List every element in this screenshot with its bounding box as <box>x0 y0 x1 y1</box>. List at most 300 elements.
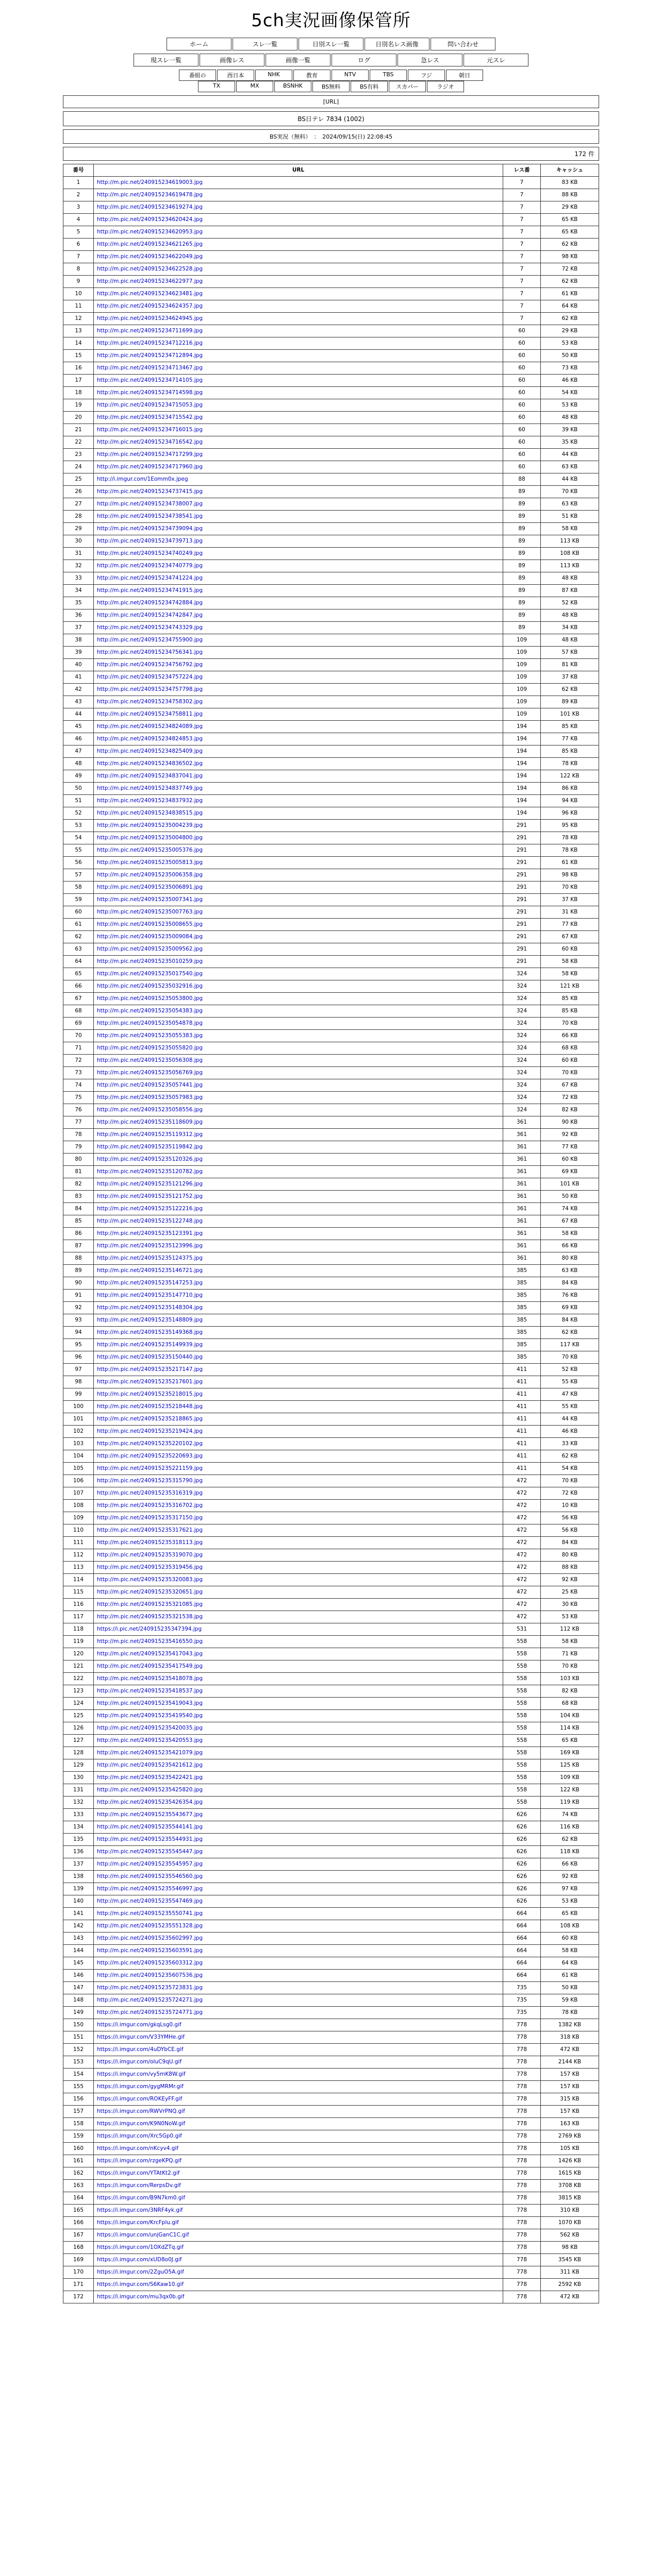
image-link[interactable]: http://m.pic.net/240915235419043.jpg <box>97 1700 203 1706</box>
image-link[interactable]: http://m.pic.net/240915235008655.jpg <box>97 921 203 927</box>
image-link[interactable]: http://m.pic.net/240915235121296.jpg <box>97 1181 203 1187</box>
image-link[interactable]: http://m.pic.net/240915235007763.jpg <box>97 909 203 915</box>
image-link[interactable]: http://m.pic.net/240915235007341.jpg <box>97 896 203 903</box>
image-link[interactable]: http://m.pic.net/240915235010259.jpg <box>97 958 203 964</box>
row-url-cell <box>94 2205 503 2217</box>
row-cache-size: 109 KB <box>541 1772 599 1784</box>
image-link[interactable]: http://m.pic.net/240915235220102.jpg <box>97 1440 203 1447</box>
nav-link-2[interactable]: 日別スレ一覧 <box>299 38 363 50</box>
image-link[interactable]: https://i.imgur.com/2ZguO5A.gif <box>97 2269 184 2275</box>
image-link[interactable]: http://m.pic.net/240915234713467.jpg <box>97 365 203 371</box>
row-res-number: 558 <box>503 1636 541 1648</box>
image-link[interactable]: http://m.pic.net/240915235004239.jpg <box>97 822 203 828</box>
image-link[interactable]: http://m.pic.net/240915235416550.jpg <box>97 1638 203 1645</box>
image-link[interactable]: http://m.pic.net/240915235316319.jpg <box>97 1490 203 1496</box>
image-link[interactable]: http://m.pic.net/240915235603591.jpg <box>97 1947 203 1954</box>
row-number: 157 <box>63 2106 94 2118</box>
row-cache-size: 56 KB <box>541 1524 599 1537</box>
image-link[interactable]: https://i.imgur.com/unjGanC1C.gif <box>97 2232 189 2238</box>
row-res-number: 324 <box>503 980 541 993</box>
table-row <box>63 585 599 597</box>
image-link[interactable]: http://m.pic.net/240915235545447.jpg <box>97 1849 203 1855</box>
row-res-number: 664 <box>503 1957 541 1970</box>
image-link[interactable]: http://m.pic.net/240915234758811.jpg <box>97 711 203 717</box>
row-url-cell <box>94 201 503 214</box>
image-link[interactable]: http://m.pic.net/240915234624945.jpg <box>97 315 203 321</box>
image-link[interactable]: https://i.pic.net/240915235347394.jpg <box>97 1626 202 1632</box>
image-link[interactable]: http://m.pic.net/240915235056769.jpg <box>97 1070 203 1076</box>
row-cache-size: 1426 KB <box>541 2155 599 2167</box>
row-url-cell <box>94 1759 503 1772</box>
image-link[interactable]: http://m.pic.net/240915234712894.jpg <box>97 352 203 359</box>
row-cache-size: 10 KB <box>541 1500 599 1512</box>
channel2-link-5[interactable]: スカパー <box>389 81 426 92</box>
row-res-number: 109 <box>503 634 541 647</box>
image-link[interactable]: https://i.imgur.com/gkqLsg0.gif <box>97 2022 181 2028</box>
image-link[interactable]: http://m.pic.net/240915234717299.jpg <box>97 451 203 457</box>
image-link[interactable]: http://m.pic.net/240915235006891.jpg <box>97 884 203 890</box>
row-number: 105 <box>63 1463 94 1475</box>
subnav-link-0[interactable]: 現スレ一覧 <box>134 54 198 66</box>
row-cache-size: 65 KB <box>541 226 599 239</box>
row-cache-size: 53 KB <box>541 1611 599 1623</box>
row-res-number: 626 <box>503 1834 541 1846</box>
table-row <box>63 2205 599 2217</box>
row-cache-size: 72 KB <box>541 1092 599 1104</box>
row-res-number: 778 <box>503 2266 541 2279</box>
image-link[interactable]: http://m.pic.net/240915234622977.jpg <box>97 278 203 284</box>
table-row <box>63 1067 599 1079</box>
image-link[interactable]: http://m.pic.net/240915234755900.jpg <box>97 637 203 643</box>
row-cache-size: 58 KB <box>541 1636 599 1648</box>
image-link[interactable]: http://m.pic.net/240915235147710.jpg <box>97 1292 203 1298</box>
subnav-link-1[interactable]: 画像レス <box>200 54 264 66</box>
channel2-link-1[interactable]: MX <box>236 81 273 92</box>
image-link[interactable]: http://m.pic.net/240915235422421.jpg <box>97 1774 203 1781</box>
image-link[interactable]: http://m.pic.net/240915234739713.jpg <box>97 538 203 544</box>
image-link[interactable]: http://m.pic.net/240915235004800.jpg <box>97 835 203 841</box>
image-link[interactable]: http://m.pic.net/240915234742884.jpg <box>97 600 203 606</box>
image-link[interactable]: https://i.imgur.com/vy5mK8W.gif <box>97 2071 186 2077</box>
row-res-number: 778 <box>503 2229 541 2242</box>
table-row <box>63 857 599 869</box>
row-res-number: 664 <box>503 1945 541 1957</box>
table-row <box>63 1920 599 1933</box>
image-link[interactable]: https://i.imgur.com/K9N0NoW.gif <box>97 2121 186 2127</box>
row-url-cell <box>94 1252 503 1265</box>
image-link[interactable]: http://m.pic.net/240915235316702.jpg <box>97 1502 203 1509</box>
row-res-number: 558 <box>503 1648 541 1660</box>
image-link[interactable]: http://m.pic.net/240915234620953.jpg <box>97 229 203 235</box>
table-row <box>63 1982 599 1994</box>
image-link[interactable]: https://i.imgur.com/ROKEyFF.gif <box>97 2096 183 2102</box>
image-link[interactable]: http://m.pic.net/240915235724271.jpg <box>97 1997 203 2003</box>
subnav-link-2[interactable]: 画像一覧 <box>266 54 330 66</box>
row-res-number: 60 <box>503 375 541 387</box>
image-link[interactable]: http://m.pic.net/240915235119312.jpg <box>97 1131 203 1138</box>
image-link[interactable]: https://i.imgur.com/1OXdZTq.gif <box>97 2244 184 2250</box>
image-link[interactable]: http://m.pic.net/240915235218448.jpg <box>97 1403 203 1410</box>
url-label[interactable]: [URL] <box>63 95 599 108</box>
nav-link-1[interactable]: スレ一覧 <box>233 38 297 50</box>
image-link[interactable]: http://m.pic.net/240915235055383.jpg <box>97 1032 203 1039</box>
row-res-number: 411 <box>503 1450 541 1463</box>
image-link[interactable]: https://i.imgur.com/oIuC9qU.gif <box>97 2059 182 2065</box>
nav-link-0[interactable]: ホーム <box>167 38 231 50</box>
row-url-cell <box>94 239 503 251</box>
row-res-number: 558 <box>503 1710 541 1722</box>
table-row <box>63 783 599 795</box>
channel-link-3[interactable]: 教育 <box>293 70 330 81</box>
image-link[interactable]: https://i.imgur.com/RerpsDv.gif <box>97 2182 181 2189</box>
image-link[interactable]: http://m.pic.net/240915234619274.jpg <box>97 204 203 210</box>
image-link[interactable]: http://m.pic.net/240915235009562.jpg <box>97 946 203 952</box>
row-cache-size: 90 KB <box>541 1116 599 1129</box>
subnav-link-5[interactable]: 元スレ <box>464 54 528 66</box>
image-link[interactable]: http://m.pic.net/240915235219424.jpg <box>97 1428 203 1434</box>
channel-link-4[interactable]: NTV <box>332 70 369 81</box>
table-row <box>63 1524 599 1537</box>
subnav-link-4[interactable]: 急レス <box>398 54 462 66</box>
image-link[interactable]: http://m.pic.net/240915235546560.jpg <box>97 1873 203 1879</box>
image-link[interactable]: https://i.imgur.com/nKcyv4.gif <box>97 2145 179 2151</box>
row-number: 46 <box>63 733 94 745</box>
row-url-cell <box>94 1871 503 1883</box>
image-link[interactable]: http://m.pic.net/240915235009084.jpg <box>97 934 203 940</box>
image-link[interactable]: http://m.pic.net/240915235120782.jpg <box>97 1168 203 1175</box>
row-cache-size: 52 KB <box>541 597 599 609</box>
image-link[interactable]: http://m.pic.net/240915234743329.jpg <box>97 624 203 631</box>
row-url-cell <box>94 770 503 783</box>
row-url-cell <box>94 1141 503 1154</box>
image-link[interactable]: http://m.pic.net/240915235421079.jpg <box>97 1750 203 1756</box>
image-link[interactable]: http://m.pic.net/240915234714105.jpg <box>97 377 203 383</box>
image-link[interactable]: http://m.pic.net/240915235148304.jpg <box>97 1304 203 1311</box>
image-link[interactable]: http://m.pic.net/240915234837932.jpg <box>97 798 203 804</box>
image-link[interactable]: http://m.pic.net/240915234715542.jpg <box>97 414 203 420</box>
image-link[interactable]: http://m.pic.net/240915235149368.jpg <box>97 1329 203 1335</box>
channel-link-7[interactable]: 朝日 <box>446 70 483 81</box>
image-link[interactable]: http://m.pic.net/240915234757798.jpg <box>97 686 203 692</box>
table-row <box>63 2167 599 2180</box>
row-res-number: 411 <box>503 1401 541 1413</box>
table-row <box>63 375 599 387</box>
image-link[interactable]: http://m.pic.net/240915234716542.jpg <box>97 439 203 445</box>
row-number: 86 <box>63 1228 94 1240</box>
image-link[interactable]: http://m.pic.net/240915235603312.jpg <box>97 1960 203 1966</box>
row-number: 136 <box>63 1846 94 1858</box>
row-url-cell <box>94 609 503 622</box>
row-number: 6 <box>63 239 94 251</box>
row-res-number: 60 <box>503 461 541 473</box>
row-number: 96 <box>63 1351 94 1364</box>
row-url-cell <box>94 2229 503 2242</box>
image-link[interactable]: http://m.pic.net/240915234623481.jpg <box>97 291 203 297</box>
image-link[interactable]: http://m.pic.net/240915235417549.jpg <box>97 1663 203 1669</box>
row-number: 51 <box>63 795 94 807</box>
image-link[interactable]: http://m.pic.net/240915235055820.jpg <box>97 1045 203 1051</box>
channel-link-5[interactable]: TBS <box>370 70 407 81</box>
image-link[interactable]: http://m.pic.net/240915235121752.jpg <box>97 1193 203 1199</box>
image-link[interactable]: http://m.pic.net/240915235320651.jpg <box>97 1589 203 1595</box>
image-link[interactable]: http://m.pic.net/240915235057983.jpg <box>97 1094 203 1100</box>
image-link[interactable]: http://m.pic.net/240915234620424.jpg <box>97 216 203 223</box>
image-link[interactable]: http://m.pic.net/240915235150440.jpg <box>97 1354 203 1360</box>
row-res-number: 385 <box>503 1290 541 1302</box>
image-link[interactable]: http://m.pic.net/240915234741915.jpg <box>97 587 203 594</box>
image-link[interactable]: http://m.pic.net/240915235056308.jpg <box>97 1057 203 1063</box>
image-link[interactable]: http://m.pic.net/240915234824853.jpg <box>97 736 203 742</box>
image-link[interactable]: https://i.imgur.com/B9N7km0.gif <box>97 2195 186 2201</box>
image-link[interactable]: http://m.pic.net/240915235319456.jpg <box>97 1564 203 1570</box>
image-link[interactable]: http://m.pic.net/240915235218015.jpg <box>97 1391 203 1397</box>
image-link[interactable]: http://m.pic.net/240915235544141.jpg <box>97 1824 203 1830</box>
image-link[interactable]: http://m.pic.net/240915235122748.jpg <box>97 1218 203 1224</box>
image-link[interactable]: http://m.pic.net/240915235545957.jpg <box>97 1861 203 1867</box>
row-number: 120 <box>63 1648 94 1660</box>
channel2-link-0[interactable]: TX <box>198 81 235 92</box>
image-link[interactable]: http://m.pic.net/240915235017540.jpg <box>97 971 203 977</box>
image-link[interactable]: http://m.pic.net/240915234715053.jpg <box>97 402 203 408</box>
image-link[interactable]: http://m.pic.net/240915234622528.jpg <box>97 266 203 272</box>
image-link[interactable]: http://m.pic.net/240915235118609.jpg <box>97 1119 203 1125</box>
subnav-link-3[interactable]: ログ <box>332 54 396 66</box>
image-link[interactable]: http://m.pic.net/240915235546997.jpg <box>97 1886 203 1892</box>
row-cache-size: 122 KB <box>541 1784 599 1797</box>
row-res-number: 626 <box>503 1809 541 1821</box>
image-link[interactable]: http://m.pic.net/240915235543677.jpg <box>97 1811 203 1818</box>
row-url-cell <box>94 2155 503 2167</box>
image-link[interactable]: http://m.pic.net/240915235421612.jpg <box>97 1762 203 1768</box>
image-link[interactable]: http://m.pic.net/240915235122216.jpg <box>97 1206 203 1212</box>
image-link[interactable]: http://m.pic.net/240915234741224.jpg <box>97 575 203 581</box>
row-res-number: 385 <box>503 1339 541 1351</box>
image-link[interactable]: http://m.pic.net/240915235551328.jpg <box>97 1923 203 1929</box>
image-link[interactable]: http://m.pic.net/240915234711699.jpg <box>97 328 203 334</box>
image-link[interactable]: http://m.pic.net/240915235005813.jpg <box>97 859 203 866</box>
row-res-number: 60 <box>503 449 541 461</box>
image-link[interactable]: https://i.imgur.com/xUD8o0J.gif <box>97 2257 182 2263</box>
image-link[interactable]: https://i.imgur.com/gygMRMr.gif <box>97 2083 184 2090</box>
table-row <box>63 684 599 696</box>
image-link[interactable]: http://m.pic.net/240915235147253.jpg <box>97 1280 203 1286</box>
channel-link-0[interactable]: 番組の <box>179 70 216 81</box>
image-link[interactable]: https://i.imgur.com/KrcFplu.gif <box>97 2219 179 2226</box>
row-url-cell <box>94 1228 503 1240</box>
image-link[interactable]: http://m.pic.net/240915235149939.jpg <box>97 1342 203 1348</box>
image-link[interactable]: http://m.pic.net/240915234717960.jpg <box>97 464 203 470</box>
image-link[interactable]: http://m.pic.net/240915235320083.jpg <box>97 1577 203 1583</box>
image-link[interactable]: http://m.pic.net/240915235318113.jpg <box>97 1539 203 1546</box>
row-number: 19 <box>63 399 94 412</box>
row-url-cell <box>94 721 503 733</box>
row-res-number: 778 <box>503 2143 541 2155</box>
image-link[interactable]: http://m.pic.net/240915234738541.jpg <box>97 513 203 519</box>
image-link[interactable]: http://m.pic.net/240915235418078.jpg <box>97 1675 203 1682</box>
channel2-link-3[interactable]: BS無料 <box>312 81 350 92</box>
row-number: 82 <box>63 1178 94 1191</box>
row-number: 166 <box>63 2217 94 2229</box>
image-link[interactable]: http://m.pic.net/240915235420035.jpg <box>97 1725 203 1731</box>
row-number: 47 <box>63 745 94 758</box>
channel-link-6[interactable]: フジ <box>408 70 445 81</box>
row-url-cell <box>94 2254 503 2266</box>
image-link[interactable]: https://i.imgur.com/4uDYbCE.gif <box>97 2046 184 2053</box>
image-link[interactable]: http://m.pic.net/240915235426354.jpg <box>97 1799 203 1805</box>
image-link[interactable]: http://m.pic.net/240915234758302.jpg <box>97 699 203 705</box>
image-link[interactable]: http://m.pic.net/240915235425820.jpg <box>97 1787 203 1793</box>
image-link[interactable]: http://m.pic.net/240915234714598.jpg <box>97 389 203 396</box>
table-row <box>63 498 599 511</box>
image-link[interactable]: http://m.pic.net/240915234738007.jpg <box>97 501 203 507</box>
image-link[interactable]: http://m.pic.net/240915235006358.jpg <box>97 872 203 878</box>
image-link[interactable]: http://m.pic.net/240915234824089.jpg <box>97 723 203 730</box>
image-link[interactable]: http://m.pic.net/240915235723831.jpg <box>97 1985 203 1991</box>
channel2-link-2[interactable]: BSNHK <box>274 81 311 92</box>
image-link[interactable]: http://m.pic.net/240915234716015.jpg <box>97 427 203 433</box>
row-cache-size: 157 KB <box>541 2081 599 2093</box>
row-cache-size: 114 KB <box>541 1722 599 1735</box>
table-row <box>63 2217 599 2229</box>
image-link[interactable]: http://m.pic.net/240915234757224.jpg <box>97 674 203 680</box>
image-link[interactable]: http://m.pic.net/240915235032916.jpg <box>97 983 203 989</box>
row-cache-size: 60 KB <box>541 1055 599 1067</box>
image-link[interactable]: https://i.imgur.com/rzgeKPQ.gif <box>97 2158 182 2164</box>
row-res-number: 60 <box>503 325 541 337</box>
row-url-cell <box>94 597 503 609</box>
channel-link-2[interactable]: NHK <box>255 70 292 81</box>
image-link[interactable]: http://m.pic.net/240915235120326.jpg <box>97 1156 203 1162</box>
row-cache-size: 103 KB <box>541 1673 599 1685</box>
nav-link-3[interactable]: 日別名レス画像 <box>365 38 429 50</box>
image-link[interactable]: http://m.pic.net/240915235550741.jpg <box>97 1910 203 1917</box>
image-link[interactable]: http://m.pic.net/240915235054383.jpg <box>97 1008 203 1014</box>
table-row <box>63 1302 599 1314</box>
image-link[interactable]: http://m.pic.net/240915235418537.jpg <box>97 1688 203 1694</box>
image-link[interactable]: http://m.pic.net/240915235321085.jpg <box>97 1601 203 1607</box>
image-link[interactable]: http://m.pic.net/240915235217601.jpg <box>97 1379 203 1385</box>
image-link[interactable]: http://m.pic.net/240915234837041.jpg <box>97 773 203 779</box>
channel2-link-4[interactable]: BS有料 <box>351 81 388 92</box>
image-link[interactable]: http://m.pic.net/240915234740779.jpg <box>97 563 203 569</box>
header-num: 番号 <box>63 164 94 177</box>
image-link[interactable]: http://m.pic.net/240915235602997.jpg <box>97 1935 203 1941</box>
image-link[interactable]: http://m.pic.net/240915235321538.jpg <box>97 1614 203 1620</box>
row-res-number: 472 <box>503 1599 541 1611</box>
image-link[interactable]: http://m.pic.net/240915234622049.jpg <box>97 253 203 260</box>
table-row <box>63 560 599 572</box>
image-link[interactable]: http://m.pic.net/240915235417043.jpg <box>97 1651 203 1657</box>
row-url-cell <box>94 226 503 239</box>
image-link[interactable]: http://m.pic.net/240915234619003.jpg <box>97 179 203 185</box>
channel2-link-6[interactable]: ラジオ <box>427 81 464 92</box>
image-link[interactable]: http://m.pic.net/240915235217147.jpg <box>97 1366 203 1372</box>
image-link[interactable]: http://m.pic.net/240915235607536.jpg <box>97 1972 203 1978</box>
image-link[interactable]: http://m.pic.net/240915234739094.jpg <box>97 526 203 532</box>
image-link[interactable]: http://m.pic.net/240915235218865.jpg <box>97 1416 203 1422</box>
row-number: 144 <box>63 1945 94 1957</box>
image-link[interactable]: https://i.imgur.com/RWVrPNQ.gif <box>97 2108 185 2114</box>
row-number: 155 <box>63 2081 94 2093</box>
image-link[interactable]: http://m.pic.net/240915235057441.jpg <box>97 1082 203 1088</box>
image-link[interactable]: http://m.pic.net/240915235053800.jpg <box>97 995 203 1002</box>
image-link[interactable]: http://m.pic.net/240915234837749.jpg <box>97 785 203 791</box>
image-link[interactable]: http://m.pic.net/240915235315790.jpg <box>97 1478 203 1484</box>
image-link[interactable]: http://m.pic.net/240915234624357.jpg <box>97 303 203 309</box>
table-row <box>63 609 599 622</box>
row-res-number: 411 <box>503 1426 541 1438</box>
table-row <box>63 2254 599 2266</box>
image-link[interactable]: http://m.pic.net/240915234737415.jpg <box>97 488 203 495</box>
image-link[interactable]: http://m.pic.net/240915234712216.jpg <box>97 340 203 346</box>
image-link[interactable]: http://m.pic.net/240915234756792.jpg <box>97 662 203 668</box>
table-row <box>63 758 599 770</box>
image-link[interactable]: http://m.pic.net/240915235123996.jpg <box>97 1243 203 1249</box>
row-url-cell <box>94 696 503 708</box>
image-link[interactable]: http://m.pic.net/240915235724771.jpg <box>97 2009 203 2015</box>
image-link[interactable]: http://m.pic.net/240915235119842.jpg <box>97 1144 203 1150</box>
row-number: 5 <box>63 226 94 239</box>
image-link[interactable]: http://m.pic.net/240915235054878.jpg <box>97 1020 203 1026</box>
row-cache-size: 95 KB <box>541 820 599 832</box>
image-link[interactable]: http://i.imgur.com/1Eomm0x.jpeg <box>97 476 188 482</box>
image-link[interactable]: http://m.pic.net/240915235419540.jpg <box>97 1713 203 1719</box>
image-link[interactable]: http://m.pic.net/240915234619478.jpg <box>97 192 203 198</box>
table-row <box>63 300 599 313</box>
header-res: レス番 <box>503 164 541 177</box>
image-link[interactable]: http://m.pic.net/240915234621265.jpg <box>97 241 203 247</box>
row-url-cell <box>94 1858 503 1871</box>
nav-link-4[interactable]: 問い合わせ <box>431 38 495 50</box>
image-link[interactable]: http://m.pic.net/240915235317621.jpg <box>97 1527 203 1533</box>
row-cache-size: 53 KB <box>541 399 599 412</box>
row-cache-size: 318 KB <box>541 2031 599 2044</box>
image-link[interactable]: http://m.pic.net/240915234825409.jpg <box>97 748 203 754</box>
image-link[interactable]: https://i.imgur.com/V33YMHe.gif <box>97 2034 185 2040</box>
image-link[interactable]: http://m.pic.net/240915235544931.jpg <box>97 1836 203 1842</box>
image-link[interactable]: http://m.pic.net/240915235221159.jpg <box>97 1465 203 1471</box>
row-number: 145 <box>63 1957 94 1970</box>
image-link[interactable]: http://m.pic.net/240915234740249.jpg <box>97 550 203 556</box>
image-link[interactable]: http://m.pic.net/240915235005376.jpg <box>97 847 203 853</box>
image-link[interactable]: http://m.pic.net/240915235123391.jpg <box>97 1230 203 1236</box>
image-link[interactable]: http://m.pic.net/240915235058556.jpg <box>97 1107 203 1113</box>
row-url-cell <box>94 1821 503 1834</box>
image-link[interactable]: http://m.pic.net/240915235317150.jpg <box>97 1515 203 1521</box>
image-link[interactable]: http://m.pic.net/240915235146721.jpg <box>97 1267 203 1274</box>
image-link[interactable]: https://i.imgur.com/mu3qx0b.gif <box>97 2294 185 2300</box>
channel-link-1[interactable]: 西日本 <box>217 70 254 81</box>
row-cache-size: 113 KB <box>541 560 599 572</box>
image-link[interactable]: https://i.imgur.com/Xrc5Gp0.gif <box>97 2133 182 2139</box>
image-link[interactable]: https://i.imgur.com/3NRF4yk.gif <box>97 2207 183 2213</box>
image-link[interactable]: http://m.pic.net/240915234836502.jpg <box>97 760 203 767</box>
row-cache-size: 50 KB <box>541 350 599 362</box>
image-link[interactable]: http://m.pic.net/240915234756341.jpg <box>97 649 203 655</box>
image-link[interactable]: http://m.pic.net/240915235220693.jpg <box>97 1453 203 1459</box>
image-link[interactable]: https://i.imgur.com/S6Kaw10.gif <box>97 2281 184 2287</box>
image-link[interactable]: http://m.pic.net/240915235148809.jpg <box>97 1317 203 1323</box>
table-row <box>63 1673 599 1685</box>
image-link[interactable]: https://i.imgur.com/YTAtKt2.gif <box>97 2170 180 2176</box>
image-link[interactable]: http://m.pic.net/240915235547469.jpg <box>97 1898 203 1904</box>
image-link[interactable]: http://m.pic.net/240915235420553.jpg <box>97 1737 203 1743</box>
image-link[interactable]: http://m.pic.net/240915235319070.jpg <box>97 1552 203 1558</box>
row-url-cell <box>94 1042 503 1055</box>
image-link[interactable]: http://m.pic.net/240915234742847.jpg <box>97 612 203 618</box>
image-link[interactable]: http://m.pic.net/240915235124375.jpg <box>97 1255 203 1261</box>
image-link[interactable]: http://m.pic.net/240915234838515.jpg <box>97 810 203 816</box>
